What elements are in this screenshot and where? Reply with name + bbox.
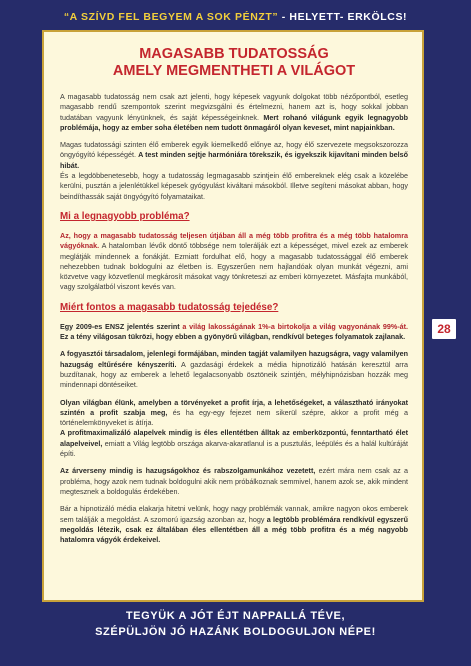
problem-text: A hatalomban lévők döntő többsége nem tolerálják ezt a képességet, mivel ezek az emberek meglátják mindennek a fonákját. Ezmiatt fordulhat elő, hogy a magasabb tudatossággal élő emberek nehezebben tudnak boldogulni az életben is. Egyszerűen nem hajlandóak olyan munkát végezni, ami közvetve vagy közvetlenül megkárosít másokat vagy tönkreteszi az emberi környezetet. Másfajta munkából, vagy szolgálatból viszont kevés van. <box>60 241 408 292</box>
bottom-banner <box>0 608 471 640</box>
paragraph-intro <box>60 92 408 133</box>
price-competition-emphasis: Az árverseny mindig is hazugságokhoz és rabszolgamunkához vezetett, <box>60 466 316 476</box>
title-line-2: AMELY MEGMENTHETI A VILÁGOT <box>112 63 356 79</box>
self-healing-text: Magas tudatossági szinten élő emberek egyik kiemelkedő előnye az, hogy élő szervezete megsokszorozza öngyógyító képességét. <box>60 140 408 160</box>
intro-text: A magasabb tudatosság nem csak azt jelenti, hogy képesek vagyunk dolgokat több nézőpontból, esetleg magasabb rendű szempontok szerint megvizsgálni és értelmezni, hanem azt is, hogy sokkal jobban tudatában vagyunk lényünknek, és saját képességeinknek. <box>60 92 408 122</box>
profit-emphasis-2: A profitmaximalizáló alapelvek mindig is éles ellentétben álltak az emberközpontú, fenntartható élet alapelveivel, <box>60 428 408 448</box>
banner-slogan: - HELYETT- ERKÖLCS! <box>278 11 408 23</box>
question-heading-1: Mi a legnagyobb probléma? <box>60 210 190 222</box>
question-heading-2: Miért fontos a magasabb tudatosság tejedése? <box>60 301 279 313</box>
price-competition-text: ezért mára nem csak az a probléma, hogy azok nem tudnak boldogulni akik nem próbálkoznak semmivel, hanem azok se, akik mindent megtesznek a boldogulás érdekében. <box>60 466 408 496</box>
profit-text-2: emiatt a Világ legtöbb országa akarva-akaratlanul is a pusztulás, leépülés és a halál kultúráját építi. <box>60 438 408 459</box>
intro-emphasis: Mert rohanó világunk egyik legnagyobb problémája, hogy az ember soha életében nem tudott önmagáról olyan keveset, mint napjainkban. <box>60 112 408 132</box>
paragraph-profit <box>60 398 408 460</box>
paragraph-consumer-society <box>60 349 408 390</box>
footer-line-2: SZÉPÜLJÖN JÓ HAZÁNK BOLDOGULJON NÉPE! <box>95 626 376 638</box>
consumer-text: A gazdasági érdekek a média hipnotizáló hatásán keresztül arra buzdítanak, hogy az emberek a lehető legalacsonyabb ösztöneik szintjén, mélyhipnózisban hozzák meg mindennapi döntéseiket. <box>60 359 408 390</box>
problem-emphasis: Az, hogy a magasabb tudatosság teljesen útjában áll a még több profitra és a még több hatalomra vágyóknak. <box>60 230 408 251</box>
profit-emphasis-1: Olyan világban élünk, amelyben a törvényeket a profit írja, a lehetőségeket, a választható irányokat szintén a profit szabja meg, <box>60 397 408 417</box>
solution-text: Bár a hipnotizáló média elakarja hitetni velünk, hogy nagy problémák vannak, amikre nagyon okos emberek sem találják a megoldást. A szomorú igazság azonban az, hogy <box>60 504 408 524</box>
paragraph-un-report <box>60 322 408 343</box>
paragraph-problem <box>60 231 408 293</box>
self-healing-emphasis: A test minden sejtje harmóniára törekszik, és igyekszik kijavítani minden belső hibát. <box>60 150 408 170</box>
self-healing-text-2: És a legdöbbenetesebb, hogy a tudatosság legmagasabb szintjein élő embereknek elég csak a közelébe kerülni, pusztán a jelenlétükkel képesek gyógyulást kiváltani másokból. Illetve segíteni másokat abban, hogy beindíthassák saját öngyógyító folyamataikat. <box>60 171 408 201</box>
footer-line-1: TEGYÜK A JÓT ÉJT NAPPALLÁ TÉVE, <box>125 610 346 622</box>
un-report-statistic: a világ lakosságának 1%-a birtokolja a világ vagyonának 99%-át. <box>182 321 408 331</box>
article-title <box>60 46 408 80</box>
paragraph-solution <box>60 504 408 545</box>
profit-text-1: és ha egy-egy fejezet nem sikerül szépre, akkor a profit még a történelemkönyveket is átírja. <box>60 407 408 428</box>
page-number: 28 <box>432 319 456 339</box>
un-report-conclusion: Ez a tény világosan tükrözi, hogy ebben a gyönyörű világban, rendkívül beteges folyamatok zajlanak. <box>60 332 406 342</box>
consumer-emphasis: A fogyasztói társadalom, jelenlegi formájában, minden tagját valamilyen hazugságra, vagy valamilyen hazugság eltűrésére kényszeríti. <box>60 349 408 369</box>
paragraph-self-healing <box>60 140 408 202</box>
article-panel <box>42 30 424 602</box>
un-report-lead: Egy 2009-es ENSZ jelentés szerint <box>60 321 183 331</box>
title-line-1: MAGASABB TUDATOSSÁG <box>139 46 329 62</box>
solution-emphasis: a legtöbb problémára rendkívül egyszerű megoldás létezik, csak ez általában éles ellentétben áll a még több profitra és a még nagyobb hatalomra vágyók érdekeivel. <box>60 514 408 545</box>
top-banner <box>0 4 471 30</box>
banner-quote: “A SZÍVD FEL BEGYEM A SOK PÉNZT” <box>63 11 279 23</box>
paragraph-price-competition <box>60 466 408 497</box>
